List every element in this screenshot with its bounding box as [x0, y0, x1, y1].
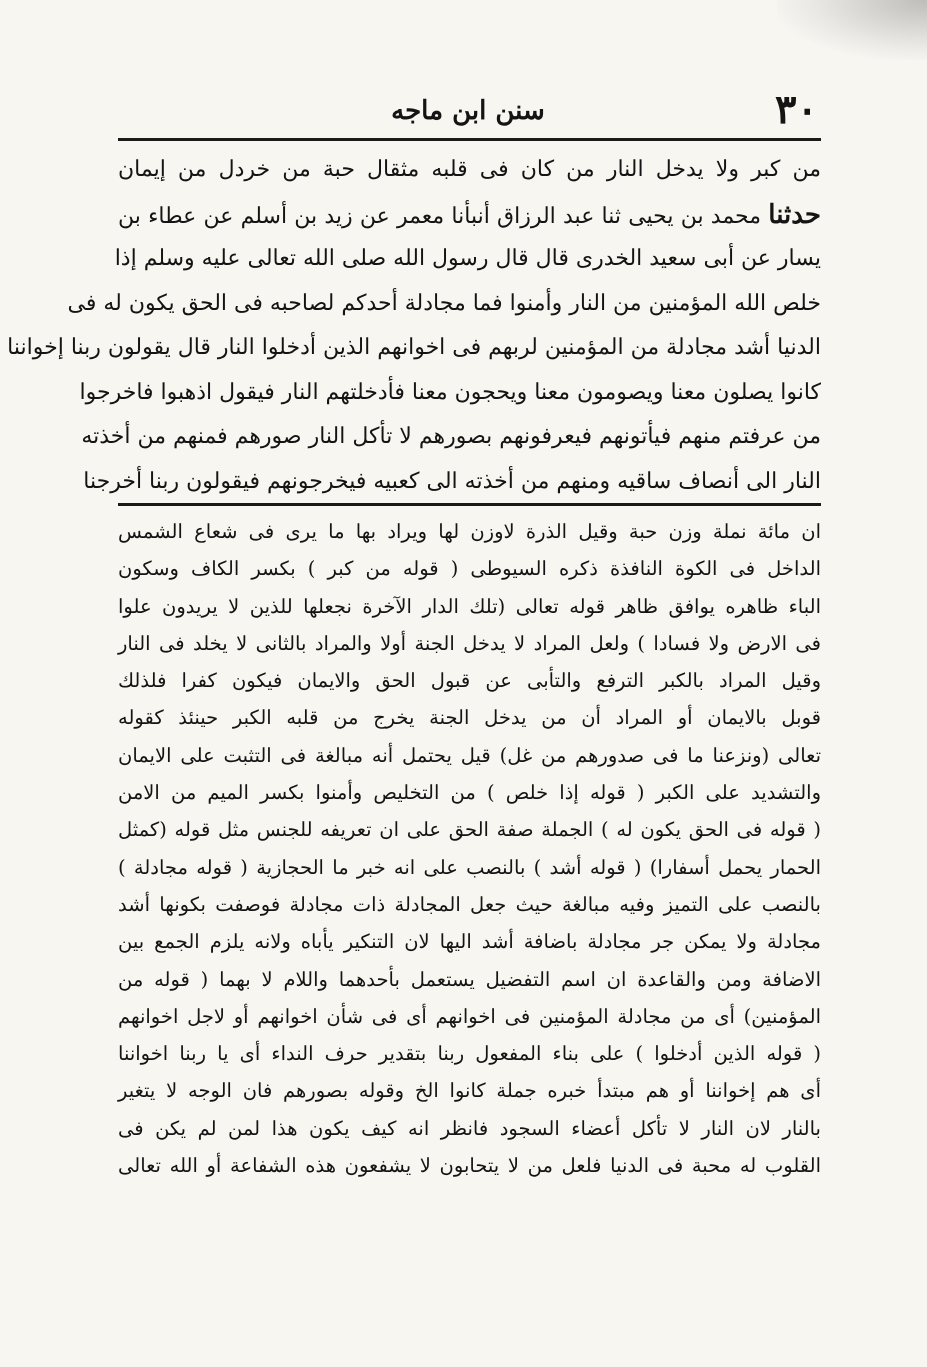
book-title: سنن ابن ماجه: [391, 96, 545, 126]
commentary-line: تعالى (ونزعنا ما فى صدورهم من غل) قيل يحتمل أنه مبالغة فى التثبت على الايمان: [118, 743, 821, 767]
hadith-line: النار الى أنصاف ساقيه ومنهم من أخذته الى كعبيه فيخرجونهم فيقولون ربنا أخرجنا: [83, 468, 821, 494]
section-divider: [118, 503, 821, 506]
commentary-line: ( قوله الذين أدخلوا ) على بناء المفعول ربنا بتقدير حرف النداء أى يا ربنا اخواننا: [118, 1042, 821, 1066]
hadith-line-text: محمد بن يحيى ثنا عبد الرزاق أنبأنا معمر عن زيد بن أسلم عن عطاء بن: [118, 203, 762, 229]
hadith-line: من كبر ولا يدخل النار من كان فى قلبه مثقال حبة من خردل من إيمان: [118, 157, 821, 182]
hadith-line: خلص الله المؤمنين من النار وأمنوا فما مجادلة أحدكم لصاحبه فى الحق يكون له فى: [67, 290, 821, 316]
hadith-line: كانوا يصلون معنا ويصومون معنا ويحجون معنا فأدخلتهم النار فيقول اذهبوا فاخرجوا: [79, 379, 821, 405]
commentary-line: قوبل بالايمان أو المراد أن من يدخل الجنة يخرج من قلبه الكبر حينئذ كقوله: [118, 706, 821, 730]
commentary-line: ان مائة نملة وزن حبة وقيل الذرة لاوزن لها ويراد بها ما يرى فى شعاع الشمس: [118, 520, 821, 543]
commentary-line: فى الارض ولا فسادا ) ولعل المراد لا يدخل الجنة أولا والمراد بالثانى لا يخلد فى النار: [118, 631, 821, 655]
commentary-line: المؤمنين) أى من مجادلة المؤمنين فى اخوانهم أى فى شأن اخوانهم أو لاجل اخوانهم: [118, 1004, 821, 1028]
commentary-line: والتشديد على الكبر ( قوله إذا خلص ) من التخليص وأمنوا بكسر الميم من الامن: [118, 781, 821, 805]
commentary-text: [118, 513, 821, 1184]
hadith-line: يسار عن أبى سعيد الخدرى قال قال رسول الله صلى الله تعالى عليه وسلم إذا: [114, 246, 821, 271]
commentary-line: الباء ظاهره يوافق ظاهر قوله تعالى (تلك الدار الآخرة نجعلها للذين لا يريدون علوا: [118, 594, 821, 618]
hadith-lead-word: حدثنا: [768, 199, 821, 230]
commentary-line: بالنصب على التميز وفيه مبالغة حيث جعل المجادلة ذات مجادلة فوصفت بكونها أشد: [118, 892, 821, 916]
hadith-line: من عرفتم منهم فيأتونهم فيعرفونهم بصورهم لا تأكل النار صورهم فمنهم من أخذته: [81, 424, 821, 449]
hadith-line: الدنيا أشد مجادلة من المؤمنين لربهم فى اخوانهم الذين أدخلوا النار قال يقولون ربنا إخواننا: [7, 335, 821, 360]
scan-smudge: [777, 0, 927, 60]
commentary-line: الاضافة ومن والقاعدة ان اسم التفضيل يستعمل بأحدهما واللام لا بهما ( قوله من: [118, 967, 821, 991]
commentary-line: الحمار يحمل أسفارا) ( قوله أشد ) بالنصب على انه خبر ما الحجازية ( قوله مجادلة ): [118, 855, 821, 879]
commentary-line: القلوب له محبة فى الدنيا فلعل من لا يتحابون لا يشفعون هذه الشفاعة أو الله تعالى: [118, 1154, 821, 1178]
hadith-line: [118, 193, 821, 238]
commentary-line: أى هم إخواننا أو هم مبتدأ خبره جملة كانوا الخ وقوله بصورهم فان الوجه لا يتغير: [118, 1079, 821, 1103]
hadith-text: [7, 148, 821, 504]
commentary-line: بالنار لان النار لا تأكل أعضاء السجود فانظر انه كيف يكون هذا لمن لم يكن فى: [118, 1116, 821, 1140]
commentary-line: ( قوله فى الحق يكون له ) الجملة صفة الحق على ان تعريفه للجنس مثل قوله (كمثل: [118, 818, 821, 842]
commentary-line: الداخل فى الكوة النافذة ذكره السيوطى ( قوله من كبر ) بكسر الكاف وسكون: [118, 557, 821, 581]
commentary-line: مجادلة ولا يمكن جر مجادلة باضافة أشد اليها لان التنكير يأباه ولانه يلزم الجمع بين: [118, 930, 821, 954]
page-number: ٣٠: [775, 86, 818, 133]
header-rule: [118, 138, 821, 141]
page-header: [118, 88, 818, 138]
commentary-line: وقيل المراد بالكبر الترفع والتأبى عن قبول الحق والايمان فيكون كفرا فلذلك: [118, 669, 821, 693]
